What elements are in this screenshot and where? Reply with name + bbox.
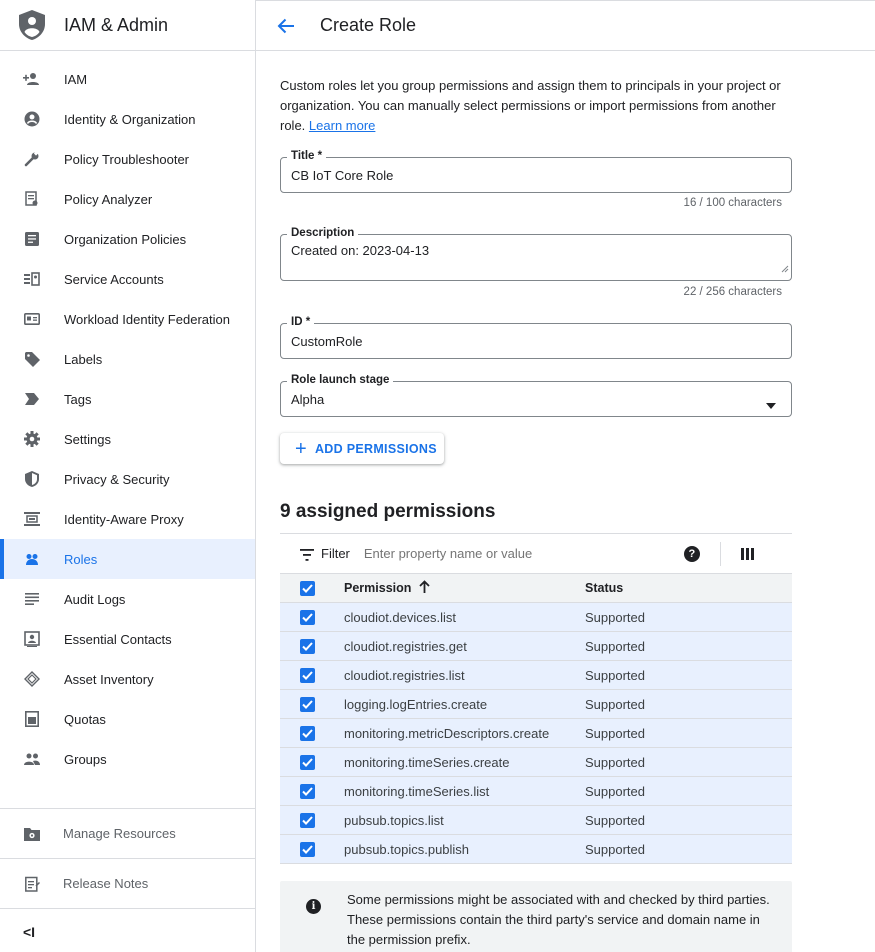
table-row[interactable] [280,603,792,632]
column-display-icon[interactable] [741,548,754,560]
iam-shield-icon [19,10,45,40]
sidebar-item-audit-logs[interactable] [0,579,255,619]
permission-name: cloudiot.registries.get [344,638,467,654]
select-all-checkbox[interactable] [300,581,315,596]
permission-name: monitoring.metricDescriptors.create [344,725,550,741]
diamond-icon [23,670,41,688]
permissions-table [280,533,792,864]
sidebar-item-label: Audit Logs [64,591,126,607]
sidebar-header [0,0,255,51]
table-row[interactable] [280,661,792,690]
add-permissions-button[interactable]: + ADD PERMISSIONS [280,433,444,464]
policy-doc-icon [23,190,41,208]
sidebar-item-label: Service Accounts [64,271,164,287]
title-value: CB IoT Core Role [291,168,394,183]
status-column-header[interactable]: Status [585,581,624,595]
service-account-icon [23,270,41,288]
iap-icon [23,510,41,528]
title-label: Title * [287,150,326,162]
permission-name: logging.logEntries.create [344,696,488,712]
table-row[interactable] [280,748,792,777]
notice-text: Some permissions might be associated with and checked by third parties. These permissions contain the third party's service and domain name in the permission prefix. [347,892,770,947]
wrench-icon [23,150,41,168]
description-value: Created on: 2023-04-13 [291,243,430,258]
permission-name: monitoring.timeSeries.create [344,754,510,770]
row-checkbox[interactable] [300,842,315,857]
plus-icon: + [295,437,307,460]
contact-icon [23,630,41,648]
row-checkbox[interactable] [300,755,315,770]
sidebar-item-label: Quotas [64,711,106,727]
table-row[interactable] [280,719,792,748]
account-circle-icon [23,110,41,128]
sidebar [0,0,256,952]
sidebar-item-label: Settings [64,431,111,447]
sort-ascending-icon [419,580,430,596]
tag-icon [23,390,41,408]
group-icon [23,750,41,768]
resize-handle-icon[interactable] [781,260,789,278]
table-row[interactable] [280,835,792,864]
sidebar-item-identity-organization[interactable] [0,99,255,139]
sidebar-item-label: Workload Identity Federation [64,311,230,327]
permission-status: Supported [585,812,645,828]
table-header [280,574,792,603]
assigned-permissions-heading: 9 assigned permissions [280,501,496,522]
sidebar-item-policy-analyzer[interactable] [0,179,255,219]
permission-status: Supported [585,841,645,857]
sidebar-item-label: Groups [64,751,107,767]
sidebar-item-label: Identity-Aware Proxy [64,511,184,527]
article-icon [23,230,41,248]
sidebar-item-label: Essential Contacts [64,631,172,647]
sidebar-item-organization-policies[interactable] [0,219,255,259]
table-row[interactable] [280,632,792,661]
sidebar-item-label: Privacy & Security [64,471,170,487]
table-filter-bar [280,534,792,574]
permission-status: Supported [585,638,645,654]
sidebar-item-iam[interactable] [0,59,255,99]
sidebar-bottom [0,808,255,952]
sidebar-item-label: Policy Analyzer [64,191,153,207]
filter-label: Filter [321,546,350,561]
sidebar-item-label: Tags [64,391,92,407]
row-checkbox[interactable] [300,668,315,683]
learn-more-link[interactable]: Learn more [308,118,376,133]
row-checkbox[interactable] [300,813,315,828]
table-row[interactable] [280,806,792,835]
back-arrow-icon[interactable] [274,14,298,38]
sidebar-item-identity-aware-proxy[interactable] [0,499,255,539]
sidebar-item-essential-contacts[interactable] [0,619,255,659]
row-checkbox[interactable] [300,639,315,654]
third-party-notice [280,881,792,952]
sidebar-item-policy-troubleshooter[interactable] [0,139,255,179]
description-field[interactable] [280,227,792,281]
title-counter: 16 / 100 characters [683,197,782,209]
permission-status: Supported [585,783,645,799]
sidebar-item-labels[interactable] [0,339,255,379]
sidebar-item-label: Policy Troubleshooter [64,151,190,167]
release-notes-icon [23,875,41,893]
id-value: CustomRole [291,334,363,349]
manage-resources-icon [23,825,41,843]
filter-icon[interactable] [300,548,314,560]
sidebar-item-label: Organization Policies [64,231,187,247]
id-label: ID * [287,316,314,328]
permission-name: pubsub.topics.list [344,812,444,828]
sidebar-item-roles[interactable] [0,539,255,579]
sidebar-item-release-notes[interactable] [0,859,255,908]
permission-name: cloudiot.registries.list [344,667,465,683]
app-title: IAM & Admin [64,14,169,35]
sidebar-item-service-accounts[interactable] [0,259,255,299]
permission-status: Supported [585,725,645,741]
description-counter: 22 / 256 characters [683,286,782,298]
stage-label: Role launch stage [287,374,393,386]
sidebar-item-groups[interactable] [0,739,255,779]
sidebar-item-label: IAM [64,71,88,87]
table-row[interactable] [280,690,792,719]
row-checkbox[interactable] [300,610,315,625]
sidebar-item-settings[interactable] [0,419,255,459]
id-card-icon [23,310,41,328]
permission-status: Supported [585,696,645,712]
gear-icon [23,430,41,448]
intro-text: Custom roles let you group permissions and assign them to principals in your project or organization. You can manually select permissions or import permissions from another role. Learn more [280,78,781,133]
sidebar-item-label: Labels [64,351,103,367]
sidebar-item-workload-identity-federation[interactable] [0,299,255,339]
sidebar-item-label: Manage Resources [63,826,176,841]
permission-status: Supported [585,609,645,625]
sidebar-item-privacy-security[interactable] [0,459,255,499]
sidebar-item-quotas[interactable] [0,699,255,739]
sidebar-item-label: Identity & Organization [64,111,196,127]
sidebar-item-manage-resources[interactable] [0,809,255,858]
permission-status: Supported [585,754,645,770]
table-row[interactable] [280,777,792,806]
roles-icon [23,550,41,568]
dropdown-arrow-icon [766,396,776,414]
row-checkbox[interactable] [300,697,315,712]
sidebar-item-label: Release Notes [63,876,149,891]
divider [720,542,721,566]
sidebar-item-label: Asset Inventory [64,671,154,687]
quota-icon [23,710,41,728]
help-icon[interactable]: ? [684,546,700,562]
description-label: Description [287,227,358,239]
page-header [256,0,875,51]
collapse-sidebar-button[interactable]: <I [23,924,36,940]
info-icon: i [306,899,321,914]
person-add-icon [23,70,41,88]
sidebar-item-label: Roles [64,551,98,567]
page-title: Create Role [320,15,417,35]
permission-name: monitoring.timeSeries.list [344,783,490,799]
create-role-form [280,51,792,857]
stage-value: Alpha [291,392,325,407]
permission-status: Supported [585,667,645,683]
row-checkbox[interactable] [300,784,315,799]
row-checkbox[interactable] [300,726,315,741]
filter-input[interactable] [364,546,664,561]
list-icon [23,590,41,608]
permission-name: pubsub.topics.publish [344,841,470,857]
role-launch-stage-select[interactable] [280,374,792,417]
sidebar-item-asset-inventory[interactable] [0,659,255,699]
sidebar-nav [0,51,255,779]
id-field[interactable] [280,316,792,359]
permission-rows [280,603,792,864]
shield-icon [23,470,41,488]
permission-name: cloudiot.devices.list [344,609,456,625]
sidebar-item-tags[interactable] [0,379,255,419]
title-field[interactable] [280,150,792,193]
label-icon [23,350,41,368]
permission-column-header[interactable]: Permission [344,580,585,596]
